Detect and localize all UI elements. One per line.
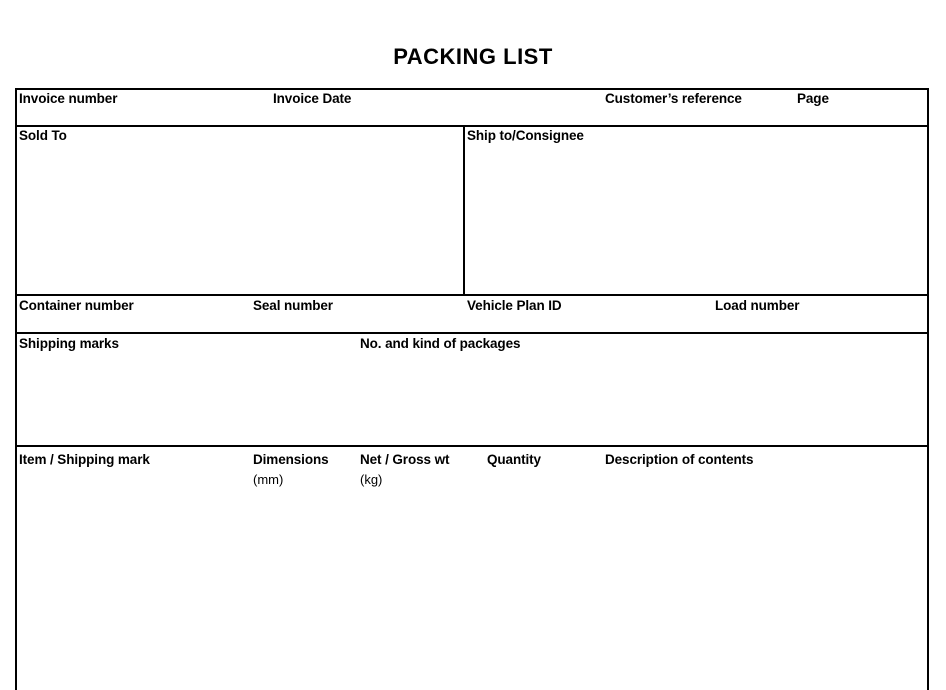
container-number-label: Container number: [19, 298, 134, 313]
form-left-border: [15, 88, 17, 690]
row-divider-3: [15, 332, 929, 334]
seal-number-label: Seal number: [253, 298, 333, 313]
quantity-label: Quantity: [487, 452, 541, 467]
invoice-date-label: Invoice Date: [273, 91, 352, 106]
sold-ship-divider: [463, 125, 465, 295]
page-label: Page: [797, 91, 829, 106]
row-divider-1: [15, 125, 929, 127]
packing-list-form: [15, 88, 929, 690]
net-gross-wt-label: Net / Gross wt: [360, 452, 450, 467]
row-divider-2: [15, 294, 929, 296]
vehicle-plan-id-label: Vehicle Plan ID: [467, 298, 562, 313]
weight-unit: (kg): [360, 472, 383, 487]
customers-reference-label: Customer’s reference: [605, 91, 742, 106]
dimensions-unit: (mm): [253, 472, 284, 487]
description-label: Description of contents: [605, 452, 754, 467]
packages-label: No. and kind of packages: [360, 336, 521, 351]
sold-to-label: Sold To: [19, 128, 67, 143]
form-top-border: [15, 88, 929, 90]
ship-to-label: Ship to/Consignee: [467, 128, 584, 143]
dimensions-label: Dimensions: [253, 452, 329, 467]
shipping-marks-label: Shipping marks: [19, 336, 119, 351]
form-right-border: [927, 88, 929, 690]
row-divider-4: [15, 445, 929, 447]
load-number-label: Load number: [715, 298, 800, 313]
item-shipping-mark-label: Item / Shipping mark: [19, 452, 150, 467]
invoice-number-label: Invoice number: [19, 91, 118, 106]
page-title: PACKING LIST: [393, 44, 553, 69]
